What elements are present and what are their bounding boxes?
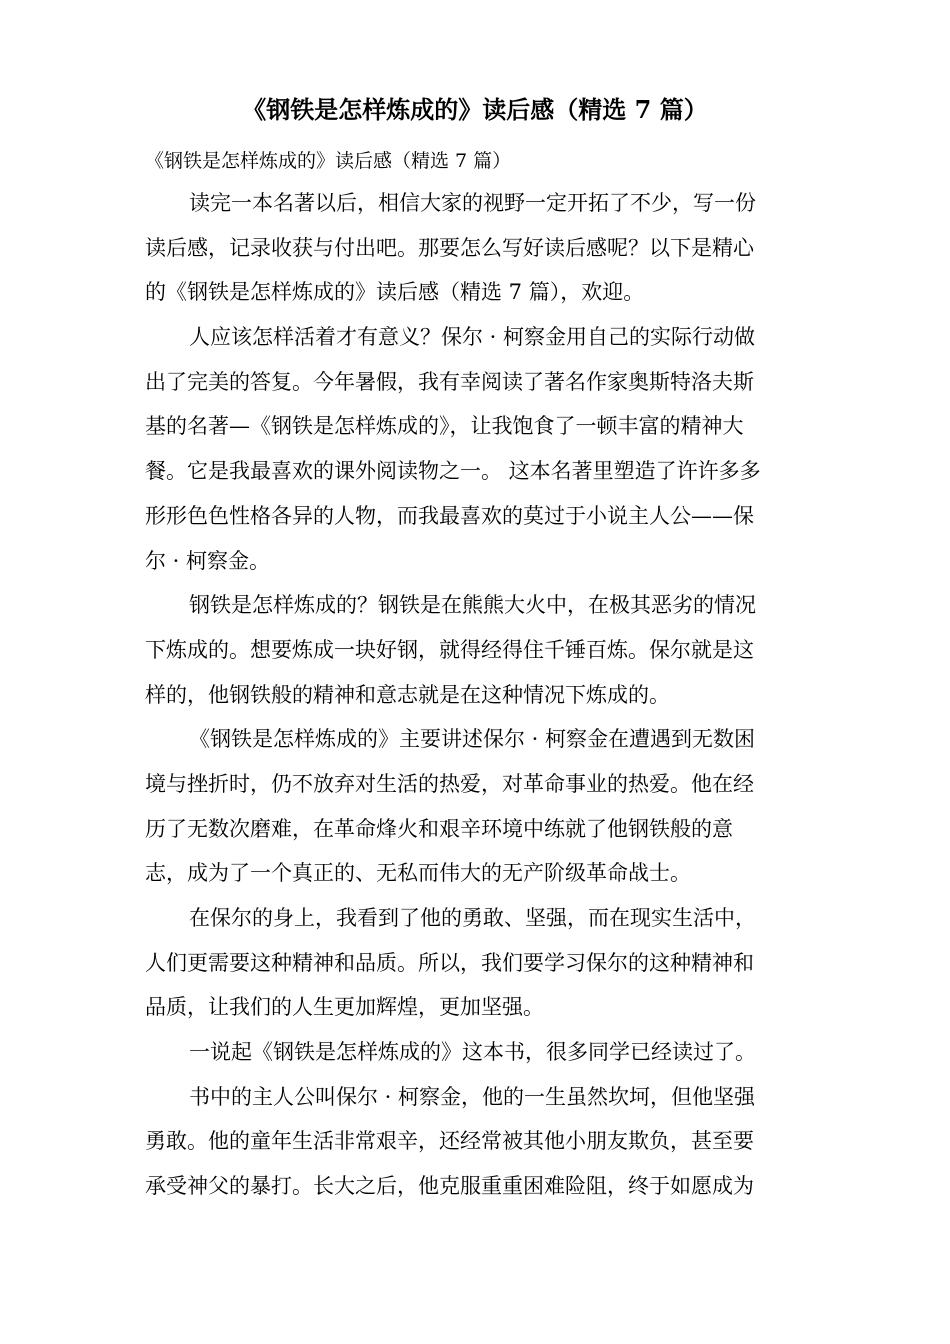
text-line: 勇敢。他的童年生活非常艰辛，还经常被其他小朋友欺负，甚至要 — [145, 1129, 754, 1154]
text-line: 品质，让我们的人生更加辉煌，更加坚强。 — [145, 995, 544, 1020]
text-line: 志，成为了一个真正的、无私而伟大的无产阶级革命战士。 — [145, 861, 691, 886]
text-line: 钢铁是怎样炼成的？钢铁是在熊熊大火中，在极其恶劣的情况 — [189, 593, 756, 618]
text-line: 餐。它是我最喜欢的课外阅读物之一。 这本名著里塑造了许许多多 — [145, 459, 761, 484]
text-line: 形形色色性格各异的人物，而我最喜欢的莫过于小说主人公——保 — [145, 503, 754, 528]
document-subtitle: 《钢铁是怎样炼成的》读后感（精选 7 篇） — [145, 150, 512, 172]
text-line: 出了完美的答复。今年暑假，我有幸阅读了著名作家奥斯特洛夫斯 — [145, 369, 754, 394]
paragraph — [145, 583, 805, 717]
text-line: 人应该怎样活着才有意义？保尔 · 柯察金用自己的实际行动做 — [189, 325, 756, 350]
paragraph — [145, 717, 805, 896]
document-body — [145, 141, 805, 1209]
paragraph — [145, 1075, 805, 1209]
paragraph — [145, 896, 805, 1030]
text-line: 一说起《钢铁是怎样炼成的》这本书，很多同学已经读过了。 — [189, 1040, 756, 1065]
text-line: 承受神父的暴打。长大之后，他克服重重困难险阻，终于如愿成为 — [145, 1174, 754, 1199]
text-line: 人们更需要这种精神和品质。所以，我们要学习保尔的这种精神和 — [145, 950, 754, 975]
text-line: 样的，他钢铁般的精神和意志就是在这种情况下炼成的。 — [145, 682, 670, 707]
paragraph — [145, 1030, 805, 1075]
paragraph — [145, 315, 805, 583]
paragraph — [145, 181, 805, 315]
text-line: 尔 · 柯察金。 — [145, 548, 271, 573]
text-line: 书中的主人公叫保尔 · 柯察金，他的一生虽然坎坷，但他坚强 — [189, 1084, 756, 1109]
document-title: 《钢铁是怎样炼成的》读后感（精选 7 篇） — [242, 95, 708, 124]
text-line: 的《钢铁是怎样炼成的》读后感（精选 7 篇），欢迎。 — [145, 280, 645, 305]
text-line: 基的名著—《钢铁是怎样炼成的》，让我饱食了一顿丰富的精神大 — [145, 414, 744, 439]
text-line: 境与挫折时，仍不放弃对生活的热爱，对革命事业的热爱。他在经 — [145, 771, 754, 796]
text-line: 读后感，记录收获与付出吧。那要怎么写好读后感呢？以下是精心 — [145, 235, 754, 260]
text-line: 在保尔的身上，我看到了他的勇敢、坚强，而在现实生活中， — [189, 906, 756, 930]
text-line: 《钢铁是怎样炼成的》主要讲述保尔 · 柯察金在遭遇到无数困 — [189, 727, 756, 752]
text-line: 下炼成的。想要炼成一块好钢，就得经得住千锤百炼。保尔就是这 — [145, 637, 754, 662]
text-line: 历了无数次磨难，在革命烽火和艰辛环境中练就了他钢铁般的意 — [145, 816, 733, 841]
text-line: 读完一本名著以后，相信大家的视野一定开拓了不少，写一份 — [189, 191, 756, 215]
